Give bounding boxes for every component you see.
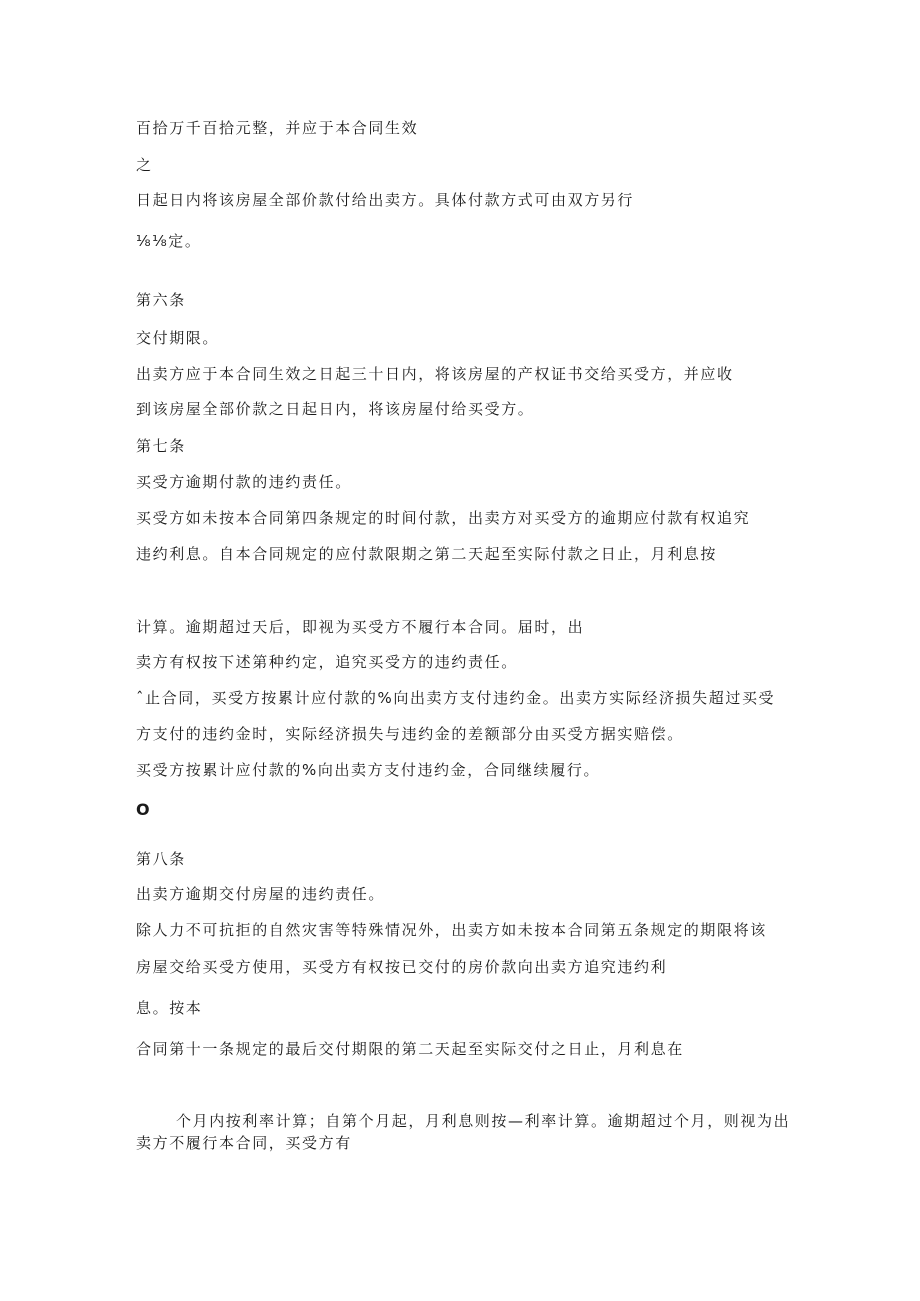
text-line: 出卖方应于本合同生效之日起三十日内，将该房屋的产权证书交给买受方，并应收 [136, 365, 734, 383]
text-line: 日起日内将该房屋全部价款付给出卖方。具体付款方式可由双方另行 [136, 191, 635, 209]
text-line: 息。按本 [136, 999, 203, 1017]
text-line: 除人力不可抗拒的自然灾害等特殊情况外，出卖方如未按本合同第五条规定的期限将该 [136, 921, 767, 939]
text-line: 计算。逾期超过天后，即视为买受方不履行本合同。届时，出 [136, 618, 585, 636]
text-line: 违约利息。自本合同规定的应付款限期之第二天起至实际付款之日止，月利息按 [136, 545, 718, 563]
section-title: 买受方逾期付款的违约责任。 [136, 473, 352, 491]
section-title: 出卖方逾期交付房屋的违约责任。 [136, 885, 386, 903]
text-line: 百拾万千百拾元整，并应于本合同生效 [136, 119, 419, 137]
section-heading: 第七条 [136, 437, 186, 455]
text-line: 卖方有权按下述第种约定，追究买受方的违约责任。 [136, 653, 518, 671]
text-line: 房屋交给买受方使用，买受方有权按已交付的房价款向出卖方追究违约利 [136, 958, 668, 976]
stray-mark: O [136, 800, 150, 819]
section-heading: 第八条 [136, 850, 186, 868]
text-line: 到该房屋全部价款之日起日内，将该房屋付给买受方。 [136, 400, 535, 418]
section-heading: 第六条 [136, 291, 186, 309]
section-title: 交付期限。 [136, 329, 220, 347]
text-line: 合同第十一条规定的最后交付期限的第二天起至实际交付之日止，月利息在 [136, 1040, 684, 1058]
text-line: 买受方如未按本合同第四条规定的时间付款，出卖方对买受方的逾期应付款有权追究 [136, 509, 751, 527]
text-line: ⅛⅛定。 [136, 232, 202, 250]
text-line: 方支付的违约金时，实际经济损失与违约金的差额部分由买受方据实赔偿。 [136, 725, 684, 743]
text-line: 买受方按累计应付款的%向出卖方支付违约金，合同继续履行。 [136, 761, 601, 779]
text-line: ˆ止合同，买受方按累计应付款的%向出卖方支付违约金。出卖方实际经济损失超过买受 [136, 689, 776, 707]
text-line: 之 [136, 156, 153, 174]
final-paragraph: 个月内按利率计算；自第个月起，月利息则按—利率计算。逾期超过个月，则视为出卖方不履行本合同，买受方有 [136, 1112, 791, 1152]
